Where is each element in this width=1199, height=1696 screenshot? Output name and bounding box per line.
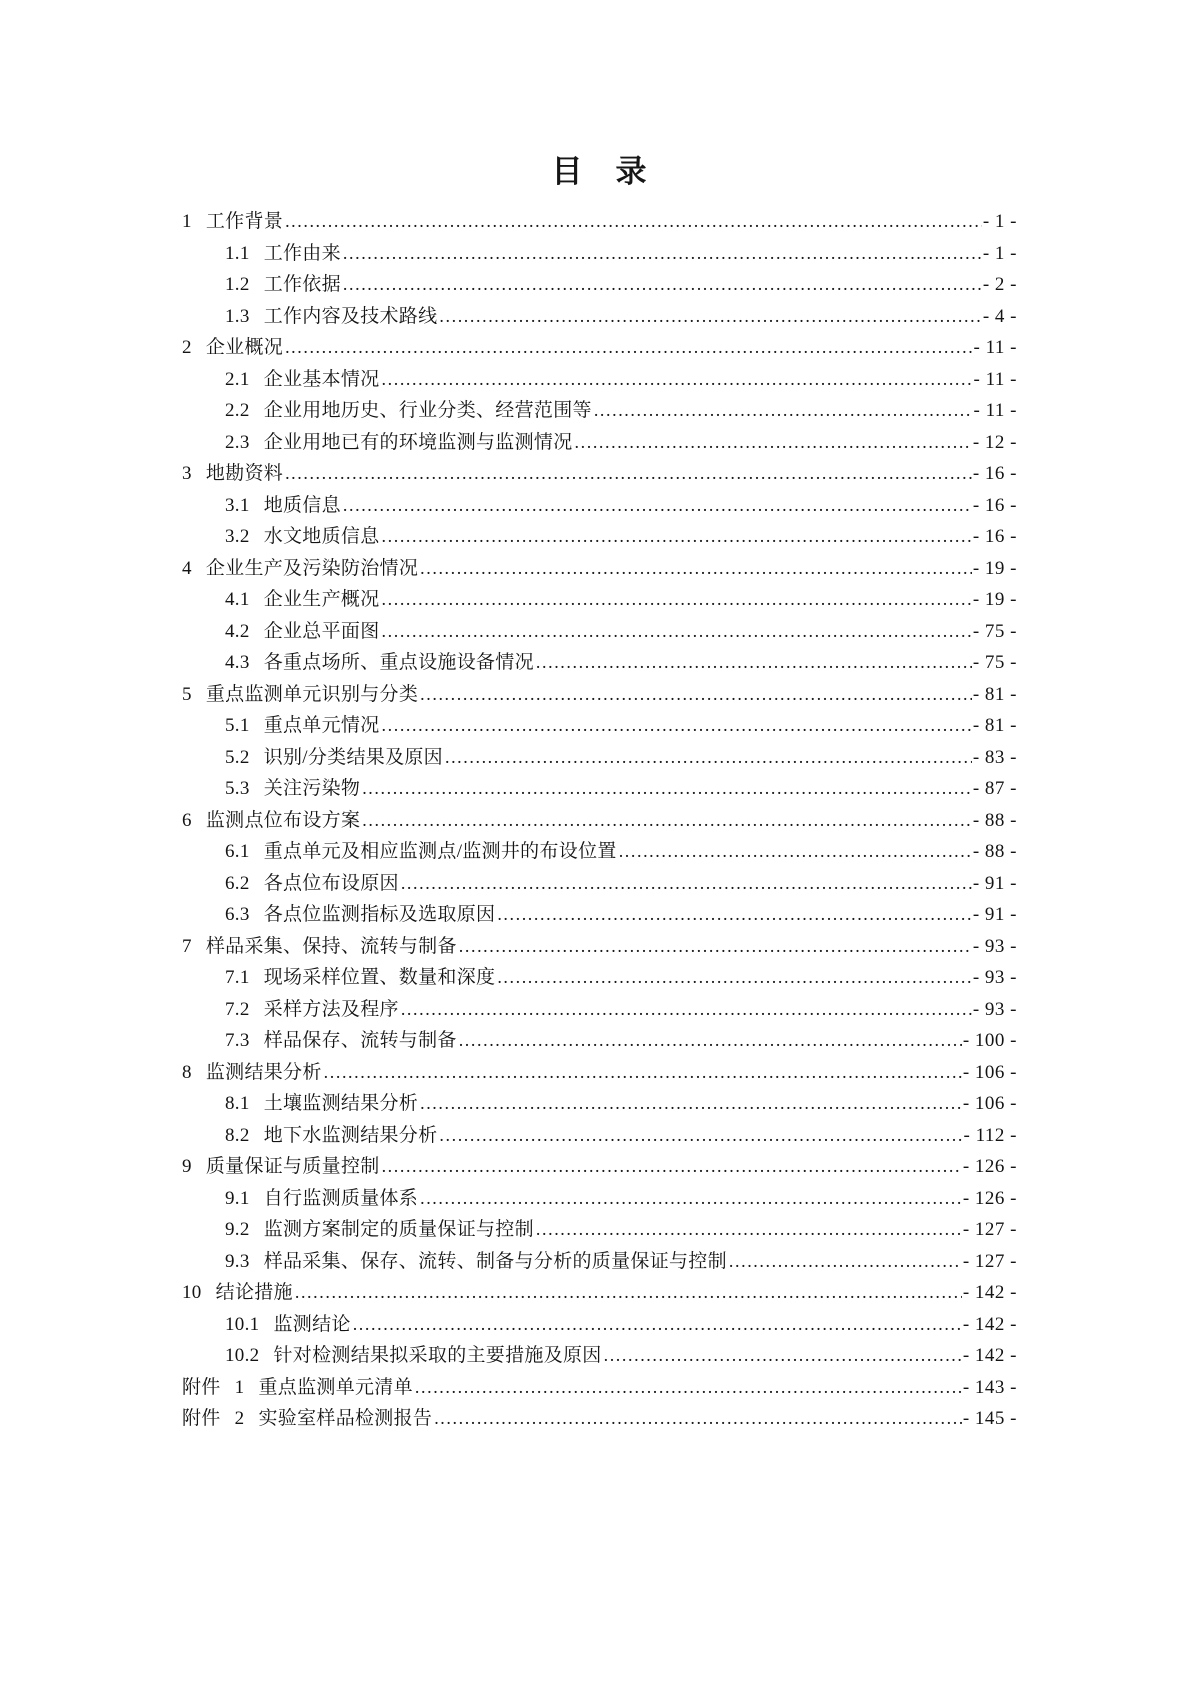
toc-entry[interactable] [182,647,1017,679]
toc-entry[interactable] [182,899,1017,931]
toc-leader-dots [420,1183,962,1215]
toc-entry-page: - 91 - [972,904,1017,925]
toc-entry-label: 10.1 监测结论 [225,1313,351,1335]
toc-entry[interactable] [182,962,1017,994]
toc-entry[interactable] [182,553,1017,585]
toc-entry-page: - 81 - [972,683,1017,705]
toc-leader-dots [459,931,972,963]
toc-leader-dots [619,836,972,868]
toc-entry-label: 4.3 各重点场所、重点设施设备情况 [225,652,534,673]
toc-entry[interactable] [182,238,1017,270]
toc-entry-label: 6.1 重点单元及相应监测点/监测井的布设位置 [225,841,617,862]
toc-entry-label: 2.2 企业用地历史、行业分类、经营范围等 [225,400,592,421]
toc-entry-label: 7.3 样品保存、流转与制备 [225,1030,457,1051]
toc-leader-dots [382,584,972,616]
toc-leader-dots [343,238,982,270]
toc-leader-dots [353,1309,962,1341]
toc-entry-label: 附件 2 实验室样品检测报告 [182,1408,433,1429]
toc-entry[interactable] [182,616,1017,648]
toc-leader-dots [401,868,972,900]
toc-leader-dots [445,742,972,774]
toc-entry-page: - 75 - [972,652,1017,673]
toc-entry-page: - 126 - [962,1187,1017,1209]
toc-leader-dots [295,1277,962,1309]
toc-leader-dots [497,962,972,994]
toc-entry-label: 8.2 地下水监测结果分析 [225,1124,438,1146]
toc-entry-label: 1.1 工作由来 [225,242,341,264]
toc-leader-dots [401,994,972,1026]
toc-entry-label: 9.3 样品采集、保存、流转、制备与分析的质量保证与控制 [225,1250,727,1272]
toc-entry[interactable] [182,1340,1017,1372]
toc-entry-label: 3 地勘资料 [182,463,284,484]
toc-entry[interactable] [182,301,1017,333]
toc-entry-label: 8.1 土壤监测结果分析 [225,1093,419,1114]
toc-leader-dots [382,1151,962,1183]
toc-leader-dots [497,899,972,931]
toc-entry-label: 2 企业概况 [182,337,284,358]
toc-entry[interactable] [182,1403,1017,1435]
toc-entry[interactable] [182,1057,1017,1089]
toc-entry-page: - 127 - [962,1219,1017,1240]
toc-leader-dots [324,1057,962,1089]
toc-entry-label: 4.2 企业总平面图 [225,620,380,642]
toc-entry-label: 9.2 监测方案制定的质量保证与控制 [225,1219,534,1240]
toc-entry-label: 5.1 重点单元情况 [225,715,380,736]
toc-entry[interactable] [182,364,1017,396]
toc-entry-label: 6.2 各点位布设原因 [225,872,399,894]
toc-entry[interactable] [182,773,1017,805]
toc-leader-dots [285,332,972,364]
toc-leader-dots [362,805,972,837]
toc-entry-label: 1.2 工作依据 [225,274,341,295]
toc-entry-page: - 4 - [982,305,1017,327]
toc-entry-label: 7 样品采集、保持、流转与制备 [182,935,457,957]
toc-entry-page: - 87 - [972,778,1017,799]
toc-entry-label: 8 监测结果分析 [182,1061,322,1083]
toc-entry[interactable] [182,332,1017,364]
toc-leader-dots [575,427,972,459]
toc-leader-dots [459,1025,962,1057]
toc-entry-page: - 16 - [972,526,1017,547]
toc-entry-page: - 126 - [962,1156,1017,1177]
toc-entry-page: - 143 - [962,1376,1017,1398]
toc-entry[interactable] [182,868,1017,900]
toc-leader-dots [536,1214,962,1246]
toc-entry-label: 2.1 企业基本情况 [225,368,380,390]
toc-entry-label: 6.3 各点位监测指标及选取原因 [225,904,496,925]
toc-entry-page: - 93 - [972,998,1017,1020]
toc-entry-label: 5 重点监测单元识别与分类 [182,683,419,705]
toc-entry-page: - 127 - [962,1250,1017,1272]
toc-entry[interactable] [182,490,1017,522]
toc-entry-label: 4.1 企业生产概况 [225,589,380,610]
toc-entry[interactable] [182,1214,1017,1246]
toc-entry[interactable] [182,931,1017,963]
toc-entry-page: - 112 - [963,1124,1017,1146]
toc-entry-label: 9 质量保证与质量控制 [182,1156,380,1177]
toc-leader-dots [420,553,972,585]
toc-leader-dots [362,773,972,805]
toc-entry-label: 3.2 水文地质信息 [225,526,380,547]
toc-leader-dots [285,458,972,490]
toc-entry[interactable] [182,679,1017,711]
toc-entry[interactable] [182,1277,1017,1309]
toc-entry-page: - 88 - [972,809,1017,831]
toc-entry[interactable] [182,206,1017,238]
toc-entry-page: - 16 - [972,463,1017,484]
toc-entry[interactable] [182,1120,1017,1152]
toc-entry[interactable] [182,1088,1017,1120]
toc-entry-page: - 11 - [973,368,1017,390]
toc-entry-page: - 19 - [972,589,1017,610]
toc-leader-dots [382,521,972,553]
toc-entry[interactable] [182,1025,1017,1057]
toc-entry-page: - 100 - [962,1030,1017,1051]
toc-entry-page: - 145 - [962,1408,1017,1429]
toc-entry[interactable] [182,710,1017,742]
toc-entry[interactable] [182,1183,1017,1215]
toc-entry-label: 10.2 针对检测结果拟采取的主要措施及原因 [225,1345,602,1366]
toc-leader-dots [382,710,972,742]
toc-entry-page: - 19 - [972,557,1017,579]
toc-entry-page: - 142 - [962,1313,1017,1335]
table-of-contents [182,206,1017,1435]
toc-entry[interactable] [182,1372,1017,1404]
toc-entry[interactable] [182,836,1017,868]
toc-entry[interactable] [182,458,1017,490]
toc-entry-label: 1.3 工作内容及技术路线 [225,305,438,327]
toc-entry[interactable] [182,1246,1017,1278]
toc-entry-label: 7.2 采样方法及程序 [225,998,399,1020]
toc-leader-dots [420,1088,962,1120]
toc-leader-dots [343,269,982,301]
toc-entry[interactable] [182,521,1017,553]
toc-leader-dots [604,1340,962,1372]
toc-leader-dots [420,679,972,711]
toc-entry-label: 2.3 企业用地已有的环境监测与监测情况 [225,431,573,453]
toc-leader-dots [285,206,982,238]
toc-leader-dots [536,647,972,679]
toc-entry-label: 1 工作背景 [182,211,284,232]
toc-entry-label: 附件 1 重点监测单元清单 [182,1376,413,1398]
toc-entry-label: 10 结论措施 [182,1282,293,1303]
toc-entry-label: 5.3 关注污染物 [225,778,361,799]
toc-entry-label: 9.1 自行监测质量体系 [225,1187,419,1209]
toc-entry-page: - 1 - [982,211,1017,232]
toc-leader-dots [382,616,972,648]
toc-leader-dots [594,395,973,427]
toc-entry-page: - 106 - [962,1093,1017,1114]
toc-entry[interactable] [182,427,1017,459]
toc-leader-dots [439,1120,962,1152]
toc-entry[interactable] [182,1309,1017,1341]
toc-entry[interactable] [182,994,1017,1026]
toc-entry-page: - 93 - [972,967,1017,988]
toc-entry-page: - 106 - [962,1061,1017,1083]
toc-entry-page: - 16 - [972,494,1017,516]
toc-leader-dots [434,1403,962,1435]
toc-entry-page: - 75 - [972,620,1017,642]
toc-leader-dots [439,301,981,333]
toc-leader-dots [729,1246,962,1278]
toc-leader-dots [382,364,973,396]
toc-entry-page: - 83 - [972,746,1017,768]
page-title: 目 录 [551,154,648,189]
toc-entry-page: - 1 - [982,242,1017,264]
toc-leader-dots [415,1372,962,1404]
toc-entry[interactable] [182,584,1017,616]
toc-leader-dots [343,490,972,522]
toc-entry-page: - 11 - [973,400,1017,421]
toc-entry-label: 7.1 现场采样位置、数量和深度 [225,967,496,988]
toc-entry-page: - 12 - [972,431,1017,453]
toc-entry-label: 5.2 识别/分类结果及原因 [225,746,443,768]
toc-entry-label: 3.1 地质信息 [225,494,341,516]
toc-entry-page: - 142 - [962,1345,1017,1366]
toc-entry-page: - 91 - [972,872,1017,894]
toc-entry-page: - 93 - [972,935,1017,957]
toc-entry-label: 4 企业生产及污染防治情况 [182,557,419,579]
toc-entry-page: - 2 - [982,274,1017,295]
toc-entry[interactable] [182,269,1017,301]
toc-entry-page: - 142 - [962,1282,1017,1303]
toc-entry[interactable] [182,805,1017,837]
toc-entry[interactable] [182,742,1017,774]
toc-entry[interactable] [182,395,1017,427]
toc-entry-label: 6 监测点位布设方案 [182,809,361,831]
toc-entry[interactable] [182,1151,1017,1183]
toc-entry-page: - 88 - [972,841,1017,862]
toc-entry-page: - 81 - [972,715,1017,736]
toc-entry-page: - 11 - [973,337,1017,358]
